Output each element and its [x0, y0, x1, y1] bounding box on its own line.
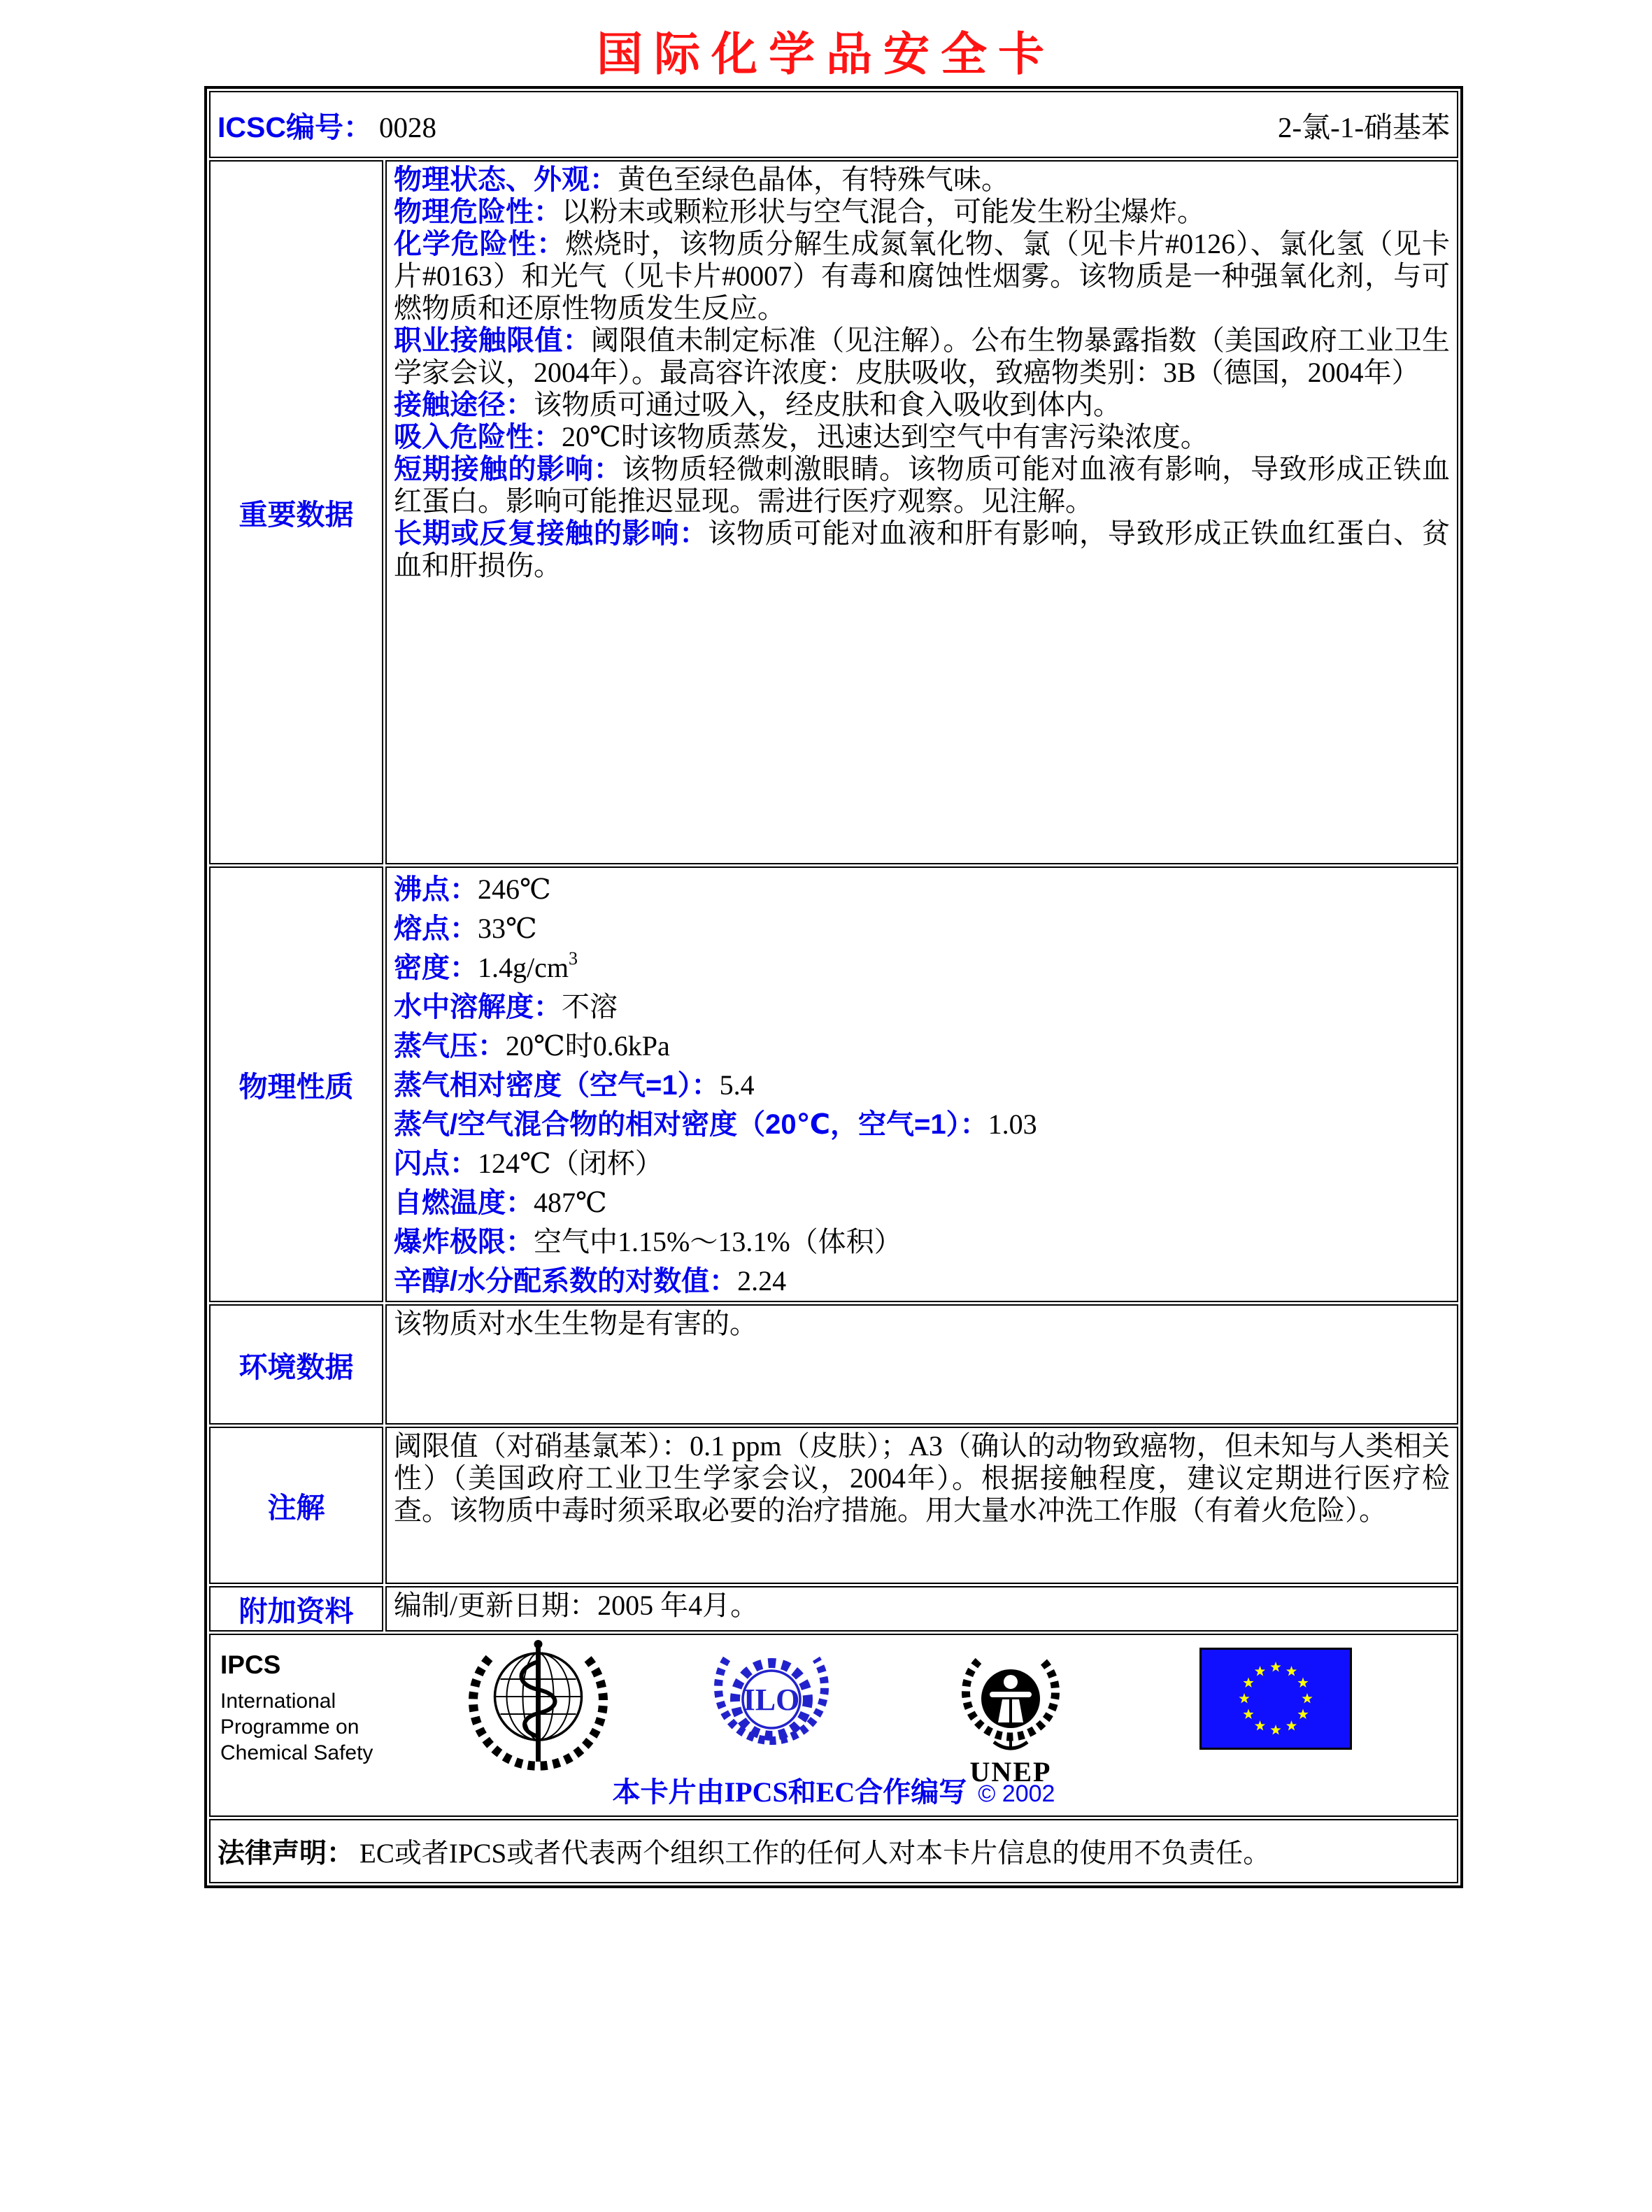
physical-item: 沸点：246℃ — [394, 873, 551, 905]
legal-row — [209, 1819, 1458, 1883]
environmental-data-row — [209, 1304, 1458, 1425]
additional-info-row — [209, 1586, 1458, 1632]
copyright: © 2002 — [978, 1781, 1055, 1807]
physical-properties-content — [385, 866, 1458, 1302]
important-item: 物理危险性：以粉末或颗粒形状与空气混合，可能发生粉尘爆炸。 — [394, 196, 1205, 227]
additional-info-content: 编制/更新日期：2005 年4月。 — [385, 1586, 1458, 1632]
icsc-number — [218, 104, 436, 145]
section-label-important: 重要数据 — [209, 160, 383, 864]
legal-text: EC或者IPCS或者代表两个组织工作的任何人对本卡片信息的使用不负责任。 — [359, 1839, 1271, 1869]
important-item: 职业接触限值：阈限值未制定标准（见注解）。公布生物暴露指数（美国政府工业卫生学家会议，2004年）。最高容许浓度：皮肤吸收，致癌物类别：3B（德国，2004年） — [394, 324, 1451, 388]
important-item: 物理状态、外观：黄色至绿色晶体，有特殊气味。 — [394, 164, 1009, 195]
section-label-notes: 注解 — [209, 1427, 383, 1584]
important-data-content — [385, 160, 1458, 864]
physical-item: 密度：$1.4g/cm^3$ — [394, 948, 578, 983]
icsc-number-value: 0028 — [378, 110, 436, 143]
density-superscript: 3 — [568, 948, 578, 969]
physical-item: 闪点：124℃（闭杯） — [394, 1148, 663, 1179]
physical-properties-row — [209, 866, 1458, 1302]
substance-name: 2-氯-1-硝基苯 — [1278, 110, 1450, 143]
important-item: 吸入危险性：20℃时该物质蒸发，迅速达到空气中有害污染浓度。 — [394, 421, 1209, 452]
important-item: 化学危险性：燃烧时，该物质分解生成氮氧化物、氯（见卡片#0126）、氯化氢（见卡片#0163）和光气（见卡片#0007）有毒和腐蚀性烟雾。该物质是一种强氧化剂，与可燃物质和还原性物质发生反应。 — [394, 228, 1451, 324]
physical-item: 蒸气相对密度（空气=1）：5.4 — [394, 1069, 755, 1101]
environmental-data-content: 该物质对水生生物是有害的。 — [385, 1304, 1458, 1425]
ipcs-name: IPCS — [220, 1650, 281, 1679]
physical-item: 熔点：33℃ — [394, 913, 537, 944]
important-item: 长期或反复接触的影响：该物质可能对血液和肝有影响，导致形成正铁血红蛋白、贫血和肝损伤。 — [394, 518, 1451, 581]
important-item: 接触途径：该物质可通过吸入，经皮肤和食入吸收到体内。 — [394, 389, 1121, 420]
unep-caption: UNEP — [969, 1756, 1052, 1788]
physical-item: 蒸气/空气混合物的相对密度（20℃，空气=1）：1.03 — [394, 1108, 1037, 1140]
section-label-additional: 附加资料 — [209, 1586, 383, 1632]
eu-flag — [1199, 1648, 1352, 1750]
ipcs-block: IPCS International Programme on Chemical Safety — [220, 1650, 373, 1764]
section-label-environment: 环境数据 — [209, 1304, 383, 1425]
header-row — [209, 91, 1458, 158]
important-data-row — [209, 160, 1458, 864]
physical-item: 爆炸极限：空气中1.15%～13.1%（体积） — [394, 1226, 902, 1257]
physical-item: 辛醇/水分配系数的对数值：2.24 — [394, 1265, 787, 1297]
ilo-letters: ILO — [743, 1683, 800, 1717]
ilo-logo — [708, 1641, 834, 1763]
important-item: 短期接触的影响：该物质轻微刺激眼睛。该物质可能对血液有影响，导致形成正铁血红蛋白。影响可能推迟显现。需进行医疗观察。见注解。 — [394, 453, 1451, 517]
footer-row — [209, 1634, 1458, 1817]
physical-item: 蒸气压：20℃时0.6kPa — [394, 1030, 670, 1062]
page-title: 国际化学品安全卡 — [597, 28, 1055, 80]
icsc-table — [204, 86, 1463, 1888]
section-label-physical: 物理性质 — [209, 866, 383, 1302]
notes-row — [209, 1427, 1458, 1584]
cooperation-tagline: 本卡片由IPCS和EC合作编写 © 2002 — [612, 1776, 1055, 1808]
physical-item: 自燃温度：487℃ — [394, 1187, 607, 1218]
physical-item: 水中溶解度：不溶 — [394, 991, 618, 1022]
legal-label: 法律声明： — [218, 1839, 355, 1869]
unep-logo — [955, 1637, 1067, 1788]
icsc-number-label: ICSC编号： — [218, 110, 372, 143]
who-logo — [467, 1637, 610, 1784]
notes-content: 阈限值（对硝基氯苯）：0.1 ppm（皮肤）；A3（确认的动物致癌物，但未知与人类相关性）（美国政府工业卫生学家会议，2004年）。根据接触程度，建议定期进行医疗检查。该物质中毒时须采取必要的治疗措施。用大量水冲洗工作服（有着火危险）。 — [385, 1427, 1458, 1584]
